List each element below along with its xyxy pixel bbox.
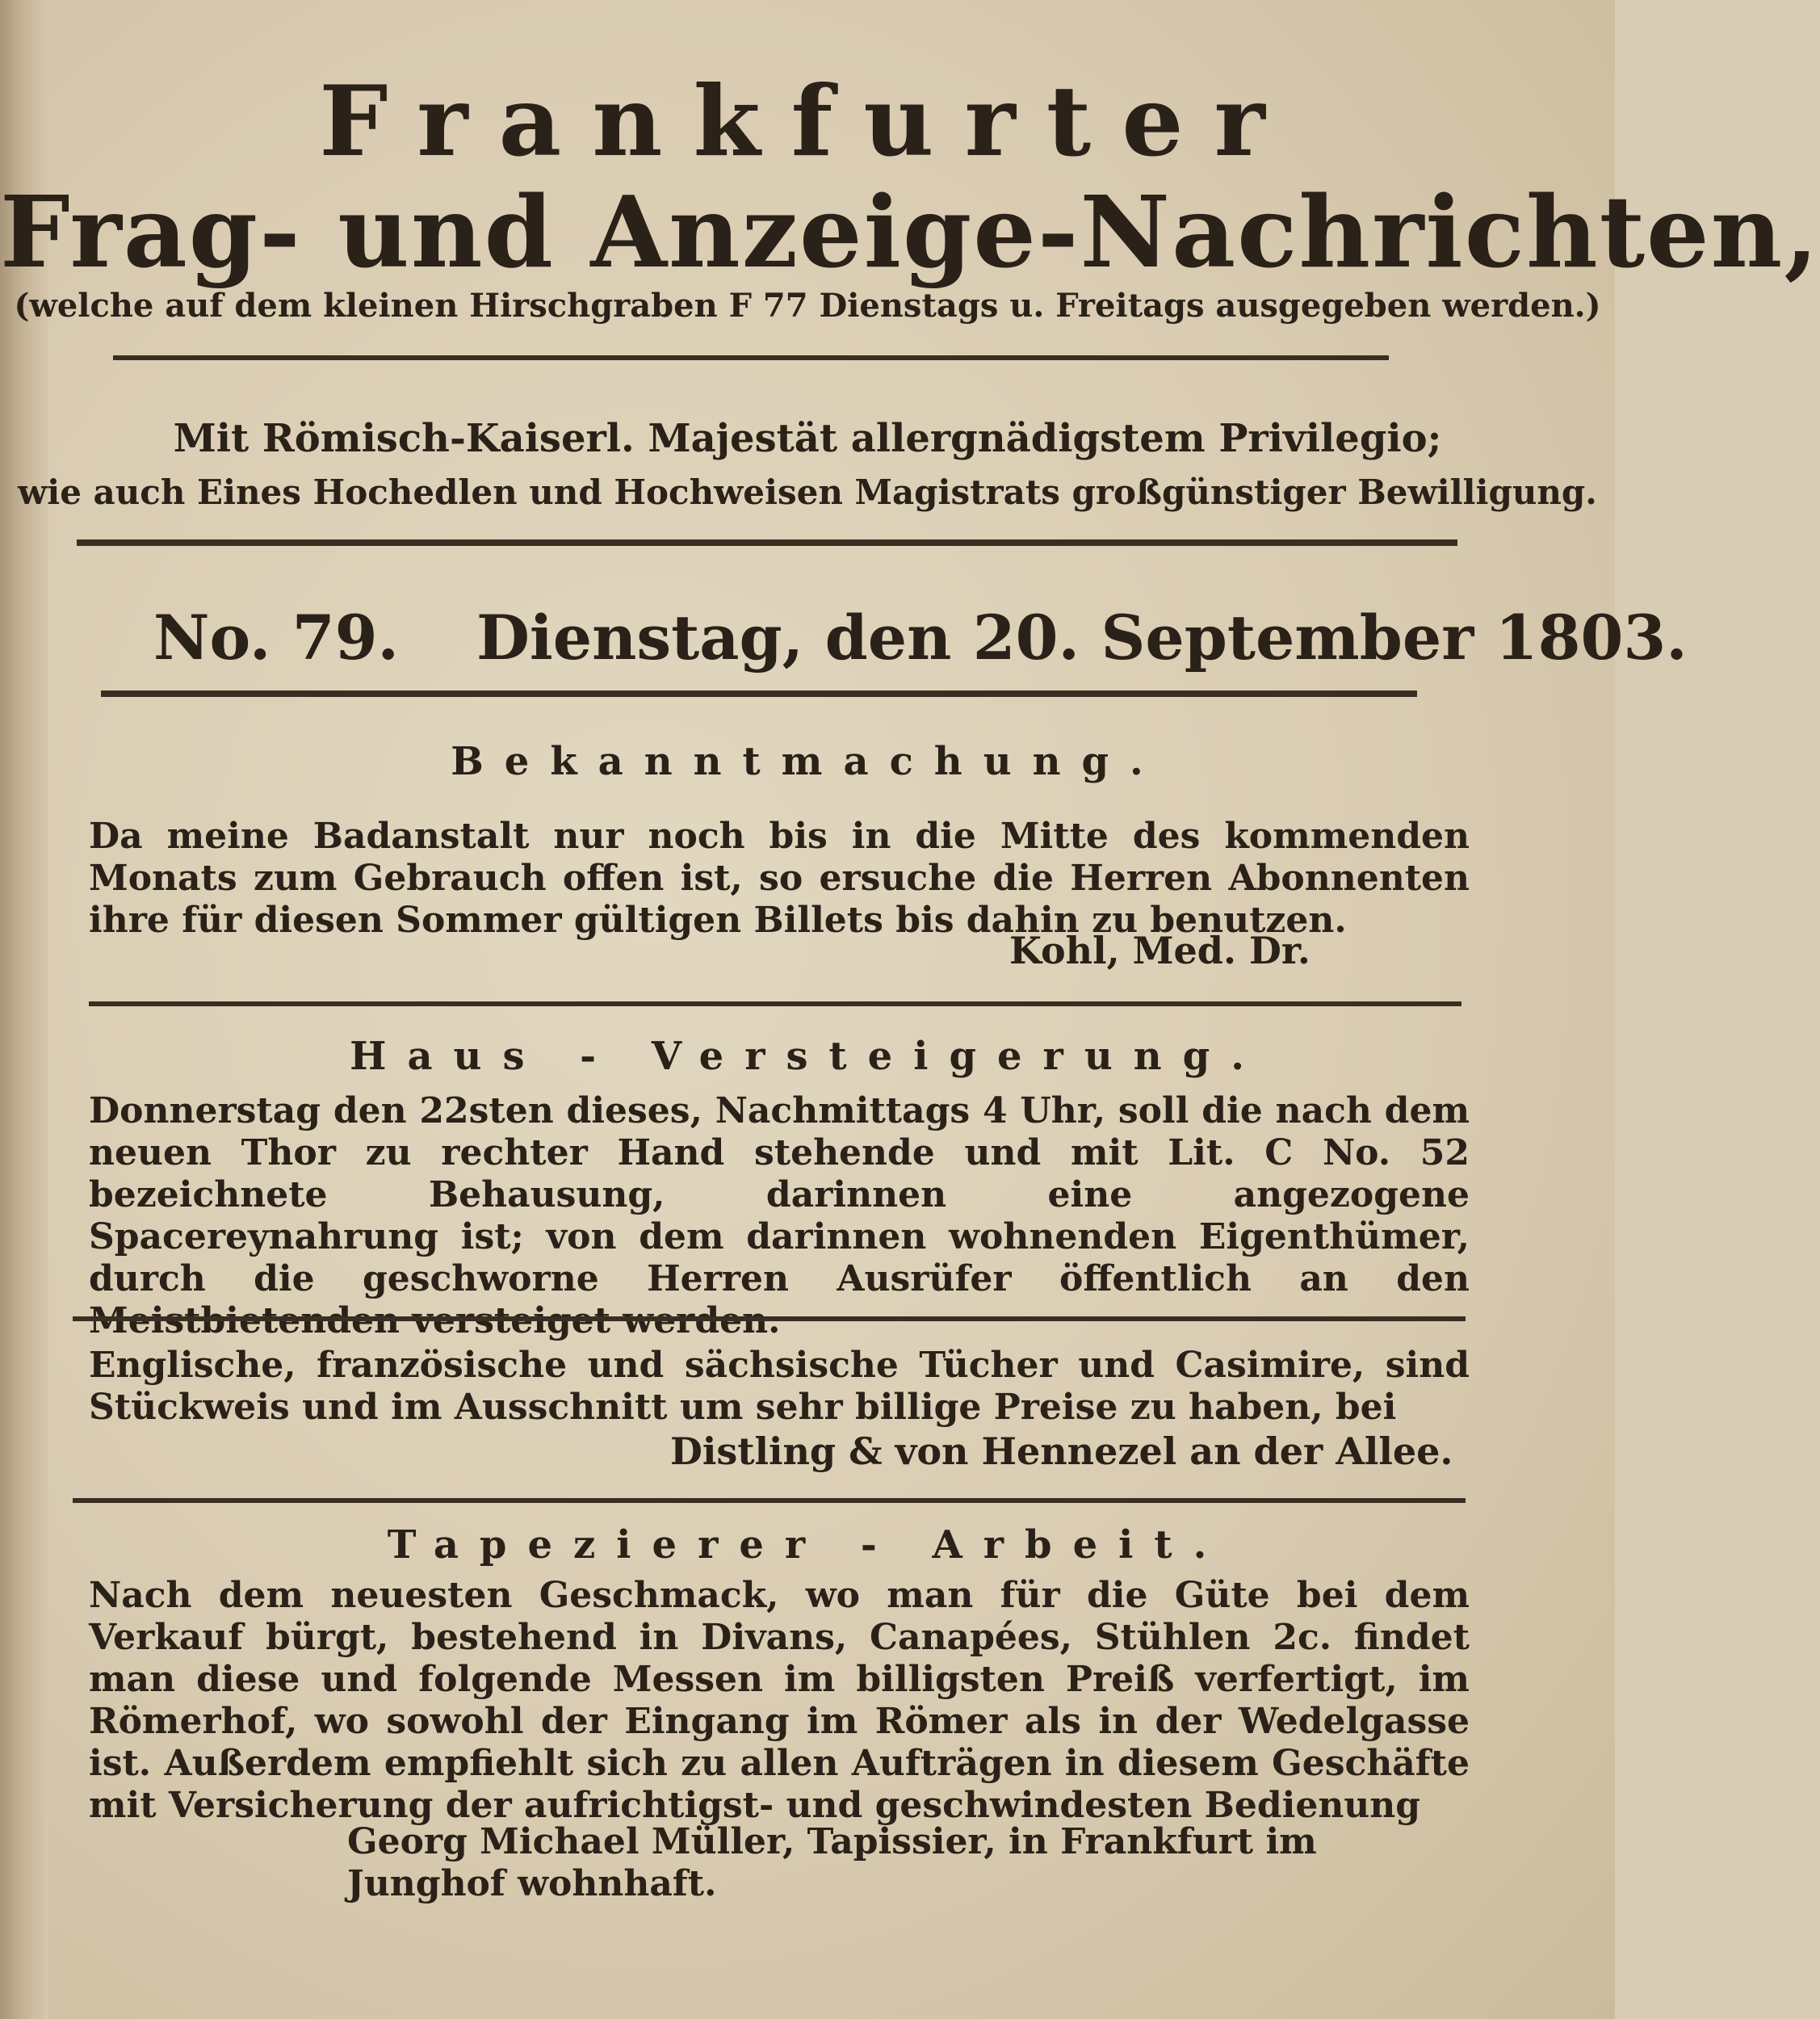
notice-signature: Georg Michael Müller, Tapissier, in Frankfurt im Junghof wohnhaft.: [347, 1821, 1317, 1904]
masthead-title-line2: Frag- und Anzeige-Nachrichten,: [0, 174, 1820, 290]
notice-heading: Tapezierer - Arbeit.: [387, 1522, 1228, 1568]
notice-heading: Haus - Versteigerung.: [350, 1034, 1265, 1079]
rule-divider: [73, 1316, 1466, 1321]
rule-divider: [89, 1001, 1461, 1006]
rule-divider: [113, 355, 1389, 360]
issue-number: No. 79.: [153, 602, 399, 674]
notice-body: Da meine Badanstalt nur noch bis in die Mitte des kommenden Monats zum Gebrauch offen ist, so ersuche die Herren Abonnenten ihre für diesen Sommer gültigen Billets bis dahin zu benutzen.: [89, 816, 1470, 941]
notice-signature: Distling & von Hennezel an der Allee.: [670, 1429, 1453, 1473]
notice-heading: Bekanntmachung.: [451, 739, 1164, 784]
masthead-subline: (welche auf dem kleinen Hirschgraben F 77 Dienstags u. Freitags ausgegeben werden.): [14, 287, 1601, 325]
masthead-title-line1: Frankfurter: [319, 65, 1296, 178]
privilege-line-2: wie auch Eines Hochedlen und Hochweisen Magistrats großgünstiger Bewilligung.: [18, 472, 1597, 512]
issue-line: [153, 602, 1688, 674]
issue-date: Dienstag, den 20. September 1803.: [476, 602, 1688, 674]
rule-divider: [73, 1498, 1466, 1503]
notice-body: Donnerstag den 22sten dieses, Nachmittags 4 Uhr, soll die nach dem neuen Thor zu rechter Hand stehende und mit Lit. C No. 52 bezeichnete Behausung, darinnen eine angezogene Spacereynahrung ist; von dem darinnen wohnenden Eigenthümer, durch die geschworne Herren Ausrüfer öffentlich an den: [89, 1090, 1470, 1299]
privilege-line-1: Mit Römisch-Kaiserl. Majestät allergnädigstem Privilegio;: [173, 416, 1442, 461]
rule-divider: [101, 690, 1417, 697]
notice-body: Englische, französische und sächsische Tücher und Casimire, sind Stückweis und im Ausschnitt um sehr billige Preise zu haben, bei: [89, 1345, 1470, 1428]
notice-body: Nach dem neuesten Geschmack, wo man für die Güte bei dem Verkauf bürgt, bestehend in Divans, Canapées, Stühlen 2c. findet man diese und folgende Messen im billigsten Preiß verfertigt, im Römerhof, wo sowohl der Eingang im Römer als in der Wedelgasse ist. Außerdem empfiehlt sich zu allen Aufträgen in diesem Geschäfte mit Versicherung der aufrichtigst- und geschwindesten Bedienung: [89, 1575, 1470, 1826]
rule-divider: [77, 539, 1457, 546]
notice-signature: Kohl, Med. Dr.: [1009, 929, 1310, 972]
